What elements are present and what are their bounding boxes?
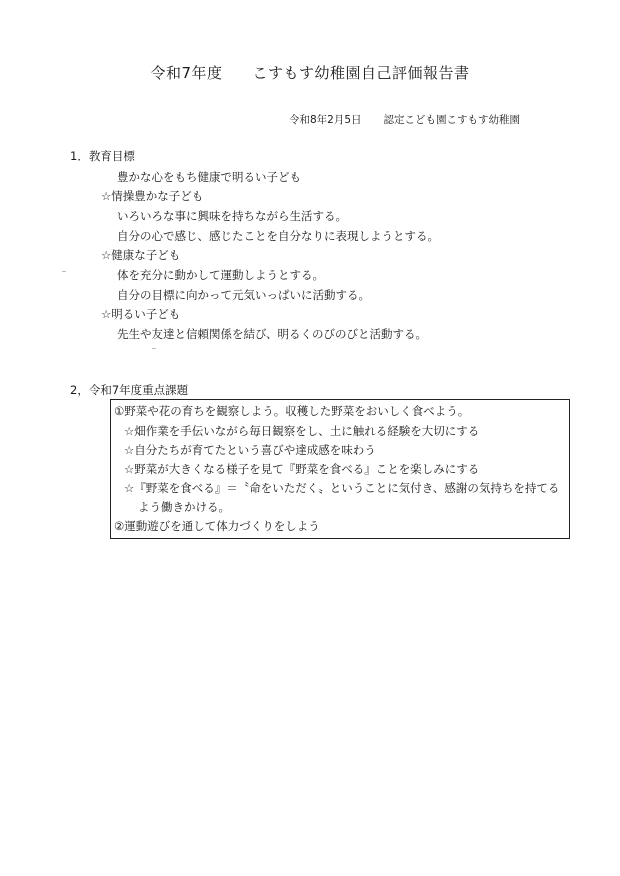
priority-line: ①野菜や花の育ちを観察しよう。収穫した野菜をおいしく食べよう。 [114,404,470,418]
section1-line: ☆健康な子ども [101,248,181,262]
document-meta [289,112,520,127]
section1-line: 先生や友達と信頼関係を結び、明るくのびのびと活動する。 [117,327,428,341]
document-title [0,62,620,83]
priority-line: よう働きかける。 [138,500,230,514]
section1-heading: 1．教育目標 [70,149,135,163]
section1-line: ☆情操豊かな子ども [101,189,204,203]
priority-line: ②運動遊びを通して体力づくりをしよう [114,519,320,533]
section2-heading: 2，令和7年度重点課題 [70,383,189,397]
priority-line: ☆野菜が大きくなる様子を見て『野菜を食べる』ことを楽しみにする [124,462,480,476]
document-date: 令和8年2月5日 [288,114,362,126]
priority-line: ☆畑作業を手伝いながら毎日観察をし、土に触れる経験を大切にする [124,424,480,438]
scan-speck [62,271,66,272]
title-year: 令和7年度 [150,64,223,82]
priority-line: ☆『野菜を食べる』＝〝命をいただく〟ということに気付き、感謝の気持ちを持てる [124,481,560,495]
section1-line: ☆明るい子ども [101,307,181,321]
section1-line: 体を充分に動かして運動しようとする。 [117,268,324,282]
section1-line: 豊かな心をもち健康で明るい子ども [117,170,301,184]
section1-line: 自分の心で感じ、感じたことを自分なりに表現しようとする。 [117,229,439,243]
scan-speck [152,348,156,349]
priority-line: ☆自分たちが育てたという喜びや達成感を味わう [124,443,376,457]
title-main: こすもす幼稚園自己評価報告書 [252,64,470,82]
organization-name: 認定こども園こすもす幼稚園 [383,114,520,126]
section1-line: 自分の目標に向かって元気いっぱいに活動する。 [117,288,370,302]
priority-box [110,399,570,539]
section1-line: いろいろな事に興味を持ちながら生活する。 [117,209,347,223]
